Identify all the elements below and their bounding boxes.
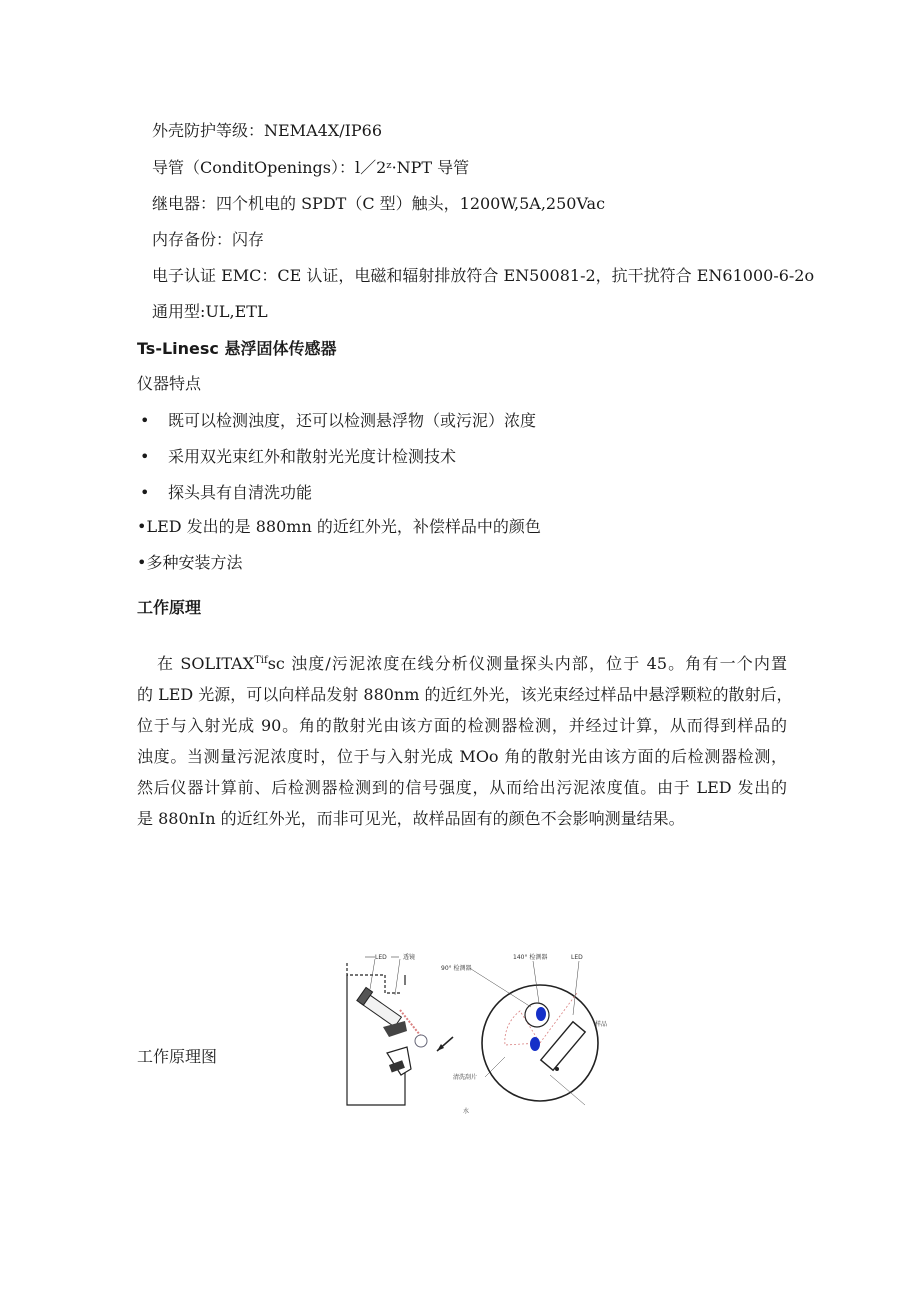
spec-conduit: 导管（ConditOpenings）：l／2ᶻ·NPT 导管 (152, 158, 470, 177)
bullet: • (140, 483, 150, 502)
feature-item (140, 482, 312, 504)
detector-block (389, 1060, 405, 1072)
principle-diagram (345, 945, 615, 1115)
label-led-right: LED (571, 954, 583, 961)
label-detector-90: 90° 检测器 (441, 965, 472, 972)
feature-item (137, 516, 541, 538)
paragraph-line: 浊度。当测量污泥浓度时，位于与入射光成 MOo 角的散射光由该方面的后检测器检测， (137, 747, 787, 766)
feature-item (140, 410, 536, 432)
feature-text: 探头具有自清洗功能 (168, 483, 313, 502)
bullet: • (140, 447, 150, 466)
principle-paragraph (137, 645, 793, 834)
paragraph-line: 的 LED 光源，可以向样品发射 880nm 的近红外光，该光束经过样品中悬浮颗粒的散射后， (137, 685, 793, 704)
principle-heading: 工作原理 (137, 598, 202, 617)
label-lens: 透镜 (403, 954, 416, 961)
feature-text: 多种安装方法 (146, 553, 243, 572)
feature-item (137, 552, 242, 574)
label-wiper: 清洗刮片 (453, 1074, 478, 1081)
paragraph-line: 在 $SOLITAX^{Tif}sc$ 浊度/污泥浓度在线分析仪测量探头内部，位于 45。角有一个内置 (157, 654, 787, 673)
feature-text: 采用双光束红外和散射光光度计检测技术 (168, 447, 457, 466)
features-heading: 仪器特点 (137, 374, 202, 393)
label-sample: 样品 (595, 1021, 608, 1028)
sample-spot (415, 1035, 427, 1047)
label-detector-140: 140° 检测器 (513, 954, 548, 961)
paragraph-line: 然后仪器计算前、后检测器检测到的信号强度，从而给出污泥浓度值。由于 LED 发出的 (137, 778, 787, 797)
detector-90-dot (530, 1037, 540, 1051)
feature-text: LED 发出的是 880mn 的近红外光，补偿样品中的颜色 (146, 517, 541, 536)
paragraph-line: 是 880nIn 的近红外光，而非可见光，故样品固有的颜色不会影响测量结果。 (137, 809, 685, 828)
paragraph-line: 位于与入射光成 90。角的散射光由该方面的检测器检测，并经过计算，从而得到样品的 (137, 716, 787, 735)
spec-relay: 继电器：四个机电的 SPDT（C 型）触头，1200W,5A,250Vac (152, 194, 606, 213)
spec-certification: 电子认证 EMC：CE 认证，电磁和辐射排放符合 EN50081-2，抗干扰符合 EN61000-6-2o (152, 266, 815, 285)
label-led-left: LED (375, 954, 387, 961)
window-lower (387, 1047, 411, 1075)
detector-140-dot (536, 1007, 546, 1021)
spec-general: 通用型:UL,ETL (152, 302, 268, 321)
label-note: 水 (463, 1108, 470, 1115)
feature-text: 既可以检测浊度，还可以检测悬浮物（或污泥）浓度 (168, 411, 537, 430)
product-title: Ts-Linesc 悬浮固体传感器 (137, 339, 337, 358)
bullet: • (140, 411, 150, 430)
figure-label: 工作原理图 (137, 1047, 218, 1066)
bullet: • (137, 553, 147, 572)
led-right-body (541, 1022, 585, 1071)
bullet: • (137, 517, 147, 536)
spec-memory: 内存备份：闪存 (152, 230, 265, 249)
spec-enclosure: 外壳防护等级：NEMA4X/IP66 (152, 121, 383, 140)
feature-item (140, 446, 456, 468)
